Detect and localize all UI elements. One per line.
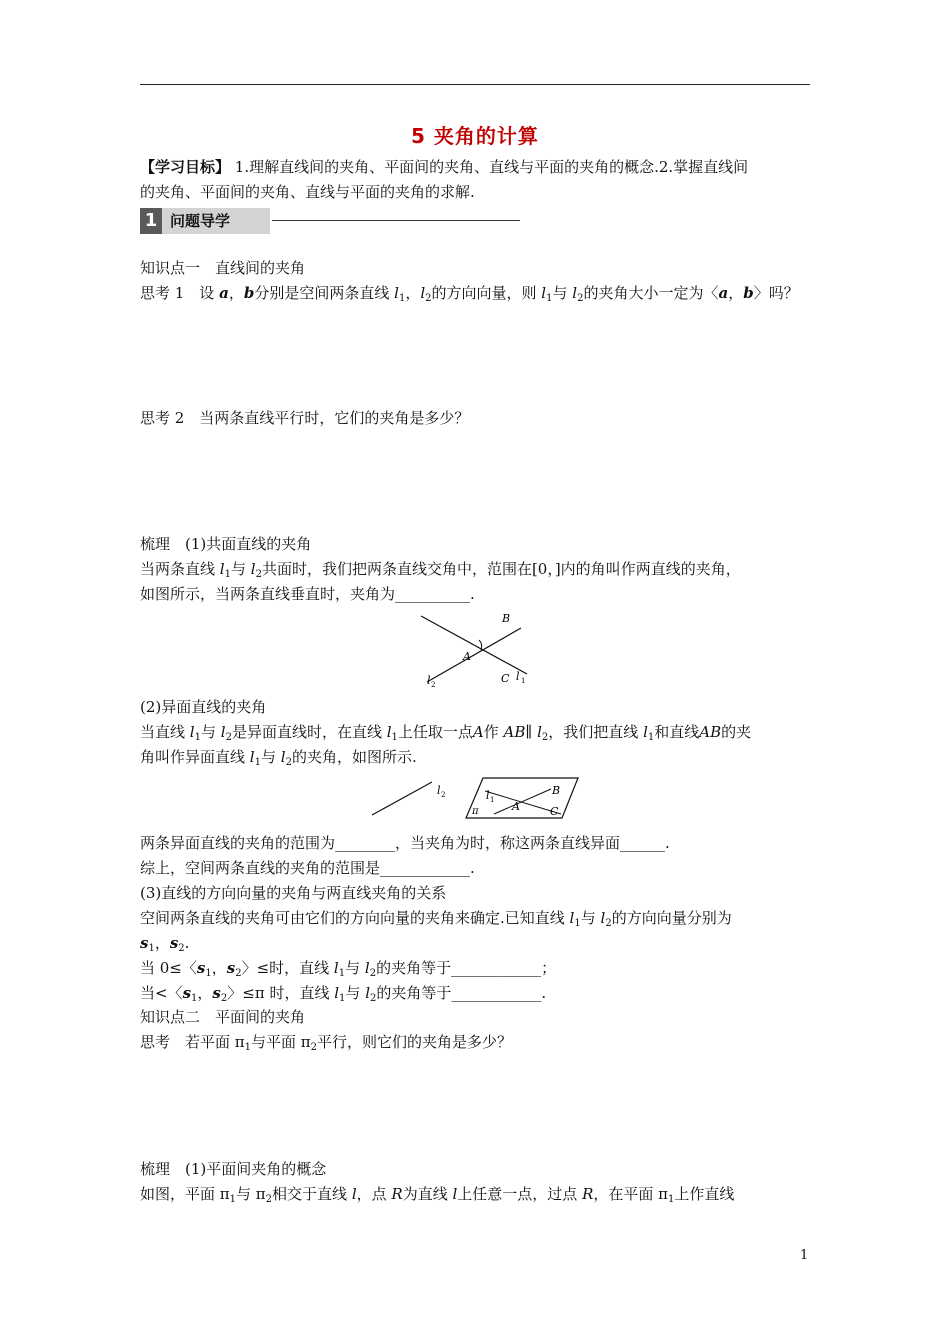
- learning-goal-line-1: 【学习目标】 1.理解直线间的夹角、平面间的夹角、直线与平面的夹角的概念.2.掌握直线间: [140, 158, 749, 176]
- section-label: 问题导学: [170, 212, 231, 230]
- summary-vector-p2: $s_1$，$s_2$.: [140, 934, 190, 954]
- summary-vector-p4: 当<〈$s_1$，$s_2$〉≤π 时，直线 $l_1$与 $l_2$的夹角等于____________.: [140, 984, 547, 1004]
- svg-text:1: 1: [490, 796, 495, 804]
- think-3: 思考 若平面 $\pi_1$与平面 $\pi_2$平行，则它们的夹角是多少？: [140, 1033, 513, 1053]
- knowledge-point-2: 知识点二 平面间的夹角: [140, 1008, 306, 1026]
- section-rule: [272, 220, 520, 221]
- summary-plane-p1: 如图，平面 $\pi_1$与 $\pi_2$相交于直线 l，点 R为直线 l上任意一点，过点 R，在平面 $\pi_1$上作直线: [140, 1185, 735, 1205]
- learning-goal-line-2: 的夹角、平面间的夹角、直线与平面的夹角的求解.: [140, 183, 475, 201]
- fig1-label-l1: l: [516, 670, 520, 683]
- fig2-label-b: B: [552, 784, 561, 797]
- fig2-label-l2: l: [437, 784, 441, 797]
- header-rule: [140, 84, 810, 85]
- fig2-label-a: A: [512, 800, 520, 813]
- section-number: 1: [140, 208, 162, 234]
- page-number: 1: [800, 1248, 809, 1263]
- think-2: 思考 2 当两条直线平行时，它们的夹角是多少？: [140, 409, 470, 427]
- summary-vector-p1: 空间两条直线的夹角可由它们的方向向量的夹角来确定.已知直线 $l_1$与 $l_2$的方向向量分别为: [140, 909, 732, 929]
- fig1-label-l2: l: [427, 674, 431, 687]
- summary-plane-heading: 梳理 (1)平面间夹角的概念: [140, 1160, 327, 1178]
- svg-text:1: 1: [521, 677, 526, 685]
- fig2-label-pi: π: [472, 806, 479, 817]
- fig2-label-c: C: [550, 805, 559, 818]
- summary-skew-p2: 角叫作异面直线 $l_1$与 $l_2$的夹角，如图所示.: [140, 748, 417, 768]
- fig1-label-b: B: [502, 612, 511, 625]
- skew-range-line: 两条异面直线的夹角的范围为________，当夹角为时，称这两条直线异面______.: [140, 834, 670, 852]
- summary-vector-p3: 当 0≤〈$s_1$，$s_2$〉≤时，直线 $l_1$与 $l_2$的夹角等于____________；: [140, 959, 557, 979]
- figure-intersecting-lines: [415, 608, 540, 690]
- section-header: [140, 208, 270, 234]
- fig1-label-c: C: [501, 672, 510, 685]
- summary-coplanar-p2: 如图所示，当两条直线垂直时，夹角为__________.: [140, 585, 475, 603]
- think-1: 思考 1 设 a，b分别是空间两条直线 $l_1$，$l_2$的方向向量，则 $l_1$与 $l_2$的夹角大小一定为〈a，b〉吗？: [140, 284, 799, 304]
- learning-goal-label: 【学习目标】: [140, 158, 231, 176]
- knowledge-point-1: 知识点一 直线间的夹角: [140, 259, 306, 277]
- summary-range-line: 综上，空间两条直线的夹角的范围是____________.: [140, 859, 475, 877]
- svg-text:2: 2: [431, 681, 436, 689]
- summary-skew-p1: 当直线 $l_1$与 $l_2$是异面直线时，在直线 $l_1$上任取一点A作 AB∥ $l_2$，我们把直线 $l_1$和直线AB的夹: [140, 723, 752, 743]
- figure-skew-lines: [365, 772, 585, 824]
- summary-coplanar-p1: 当两条直线 $l_1$与 $l_2$共面时，我们把两条直线交角中，范围在[0，]内的角叫作两直线的夹角，: [140, 560, 741, 580]
- summary-skew-heading: (2)异面直线的夹角: [140, 698, 267, 716]
- fig1-label-a: A: [463, 650, 471, 663]
- fig2-label-l1: l: [486, 789, 490, 802]
- svg-text:2: 2: [441, 791, 446, 799]
- summary-vector-heading: (3)直线的方向向量的夹角与两直线夹角的关系: [140, 884, 447, 902]
- summary-coplanar-heading: 梳理 (1)共面直线的夹角: [140, 535, 312, 553]
- page-title: 5 夹角的计算: [411, 124, 539, 148]
